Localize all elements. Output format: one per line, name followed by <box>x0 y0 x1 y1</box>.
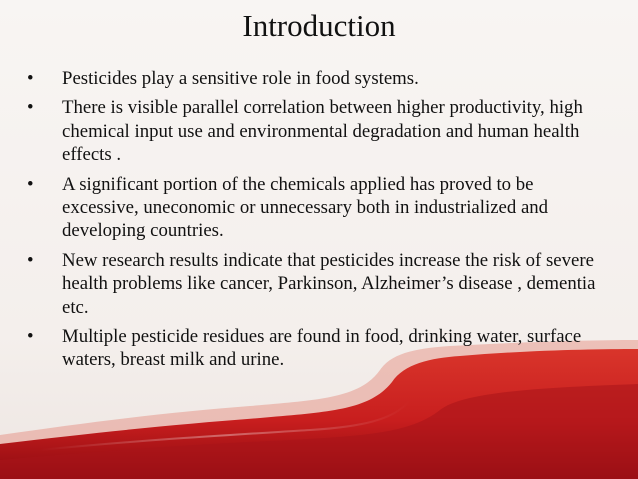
bullet-item <box>24 96 614 166</box>
bullet-item <box>24 173 614 243</box>
bullet-text: There is visible parallel correlation between higher productivity, high chemical input use and environmental degradation and human health effects . <box>62 97 583 166</box>
bullet-list <box>24 67 614 372</box>
bullet-text: New research results indicate that pesticides increase the risk of severe health problems like cancer, Parkinson, Alzheimer’s disease , dementia etc. <box>62 249 596 318</box>
bullet-marker: • <box>27 326 34 348</box>
bullet-marker: • <box>27 249 34 271</box>
bullet-text: A significant portion of the chemicals applied has proved to be excessive, uneconomic or unnecessary both in industrialized and developing countries. <box>62 173 549 242</box>
bullet-marker: • <box>27 68 34 89</box>
bullet-marker: • <box>27 97 34 119</box>
bullet-item <box>24 67 614 90</box>
bullet-text: Multiple pesticide residues are found in food, drinking water, surface waters, breast milk and urine. <box>62 326 582 371</box>
bullet-item <box>24 249 614 319</box>
bullet-item <box>24 325 614 372</box>
bullet-text: Pesticides play a sensitive role in food systems. <box>62 68 419 89</box>
bullet-marker: • <box>27 173 34 195</box>
slide-title: Introduction <box>242 8 396 43</box>
